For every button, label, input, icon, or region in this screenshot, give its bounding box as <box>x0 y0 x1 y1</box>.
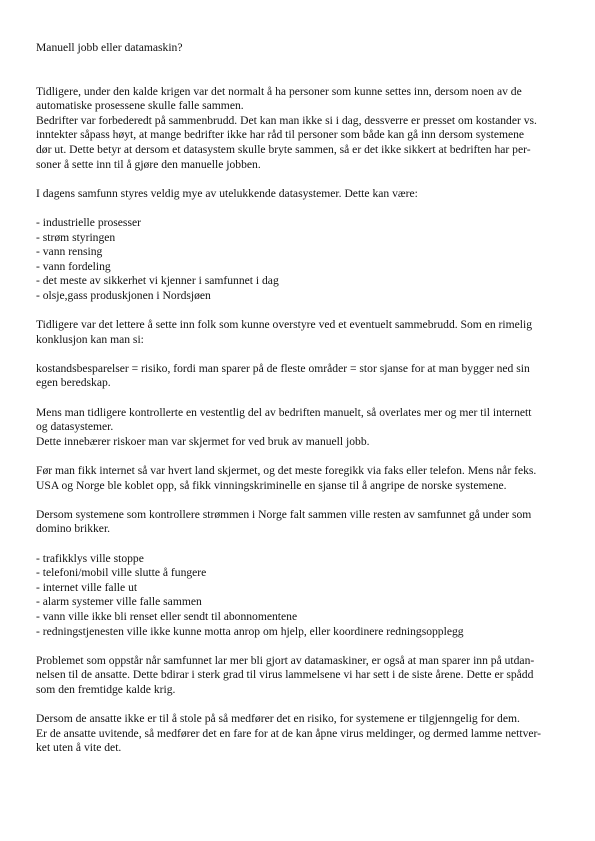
text-line: I dagens samfunn styres veldig mye av utelukkende datasystemer. Dette kan være: <box>36 186 418 200</box>
text-line: Problemet som oppstår når samfunnet lar mer bli gjort av datamaskiner, er også at man sparer inn på utdan- <box>36 653 535 667</box>
paragraph <box>36 406 566 450</box>
text-line: Bedrifter var forbederedt på sammenbrudd. Det kan man ikke si i dag, dessverre er presset om kostander vs. <box>36 113 537 127</box>
text-line: og datasystemer. <box>36 420 114 434</box>
paragraph <box>36 464 566 493</box>
paragraph <box>36 85 566 173</box>
text-line: Dette innebærer riskoer man var skjermet for ved bruk av manuell jobb. <box>36 434 370 448</box>
paragraph <box>36 712 566 756</box>
text-line: USA og Norge ble koblet opp, så fikk vinningskriminelle en sjanse til å angripe de norske systemene. <box>36 478 507 492</box>
text-line: ket uten å vite det. <box>36 741 122 755</box>
text-line: automatiske prosessene skulle falle sammen. <box>36 99 244 113</box>
text-line: egen beredskap. <box>36 376 111 390</box>
document-page <box>36 41 566 771</box>
paragraph <box>36 654 566 698</box>
list-item: - trafikklys ville stoppe <box>36 551 144 565</box>
text-line: dør ut. Dette betyr at dersom et datasystem skulle bryte sammen, så er det ikke sikkert at bedriften har per- <box>36 142 531 156</box>
list-item: - internet ville falle ut <box>36 580 138 594</box>
paragraph <box>36 362 566 391</box>
text-line: Tidligere, under den kalde krigen var det normalt å ha personer som kunne settes inn, dersom noen av de <box>36 84 522 98</box>
text-line: Tidligere var det lettere å sette inn folk som kunne overstyre ved et eventuelt sammebrudd. Som en rimelig <box>36 318 533 332</box>
document-title: Manuell jobb eller datamaskin? <box>36 41 183 54</box>
text-line: soner å sette inn til å gjøre den manuelle jobben. <box>36 157 261 171</box>
list-item: - vann fordeling <box>36 259 111 273</box>
list-item: - vann ville ikke bli renset eller sendt til abonnomentene <box>36 609 298 623</box>
text-line: konklusjon kan man si: <box>36 332 144 346</box>
list-item: - strøm styringen <box>36 230 116 244</box>
bullet-list <box>36 216 566 304</box>
list-item: - det meste av sikkerhet vi kjenner i samfunnet i dag <box>36 274 279 288</box>
bullet-list <box>36 552 566 640</box>
text-line: som den fremtidge kalde krig. <box>36 682 176 696</box>
paragraph <box>36 508 566 537</box>
text-line: Mens man tidligere kontrollerte en vestentlig del av bedriften manuelt, så overlates mer og mer til internett <box>36 405 532 419</box>
list-item: - alarm systemer ville falle sammen <box>36 595 202 609</box>
list-item: - industrielle prosesser <box>36 215 141 229</box>
list-item: - vann rensing <box>36 245 103 259</box>
paragraph <box>36 187 566 202</box>
text-line: Før man fikk internet så var hvert land skjermet, og det meste foregikk via faks eller telefon. Mens når feks. <box>36 464 537 478</box>
text-line: domino brikker. <box>36 522 111 536</box>
list-item: - telefoni/mobil ville slutte å fungere <box>36 566 207 580</box>
list-item: - olsje,gass produskjonen i Nordsjøen <box>36 288 211 302</box>
text-line: inntekter såpass høyt, at mange bedrifter ikke har råd til personer som både kan gå inn dersom systemene <box>36 128 525 142</box>
paragraph <box>36 318 566 347</box>
list-item: - redningstjenesten ville ikke kunne motta anrop om hjelp, eller koordinere redningsopplegg <box>36 624 464 638</box>
text-line: kostandsbesparelser = risiko, fordi man sparer på de fleste områder = stor sjanse for at man bygger ned sin <box>36 361 530 375</box>
text-line: Dersom de ansatte ikke er til å stole på så medfører det en risiko, for systemene er tilgjenngelig for dem. <box>36 712 520 726</box>
text-line: Dersom systemene som kontrollere strømmen i Norge falt sammen ville resten av samfunnet gå under som <box>36 507 532 521</box>
text-line: Er de ansatte uvitende, så medfører det en fare for at de kan åpne virus meldinger, og dermed lamme nettver- <box>36 726 542 740</box>
text-line: nelsen til de ansatte. Dette bdirar i sterk grad til virus lammelsene vi har sett i de siste årene. Dette er spådd <box>36 668 534 682</box>
document-body <box>36 85 566 756</box>
